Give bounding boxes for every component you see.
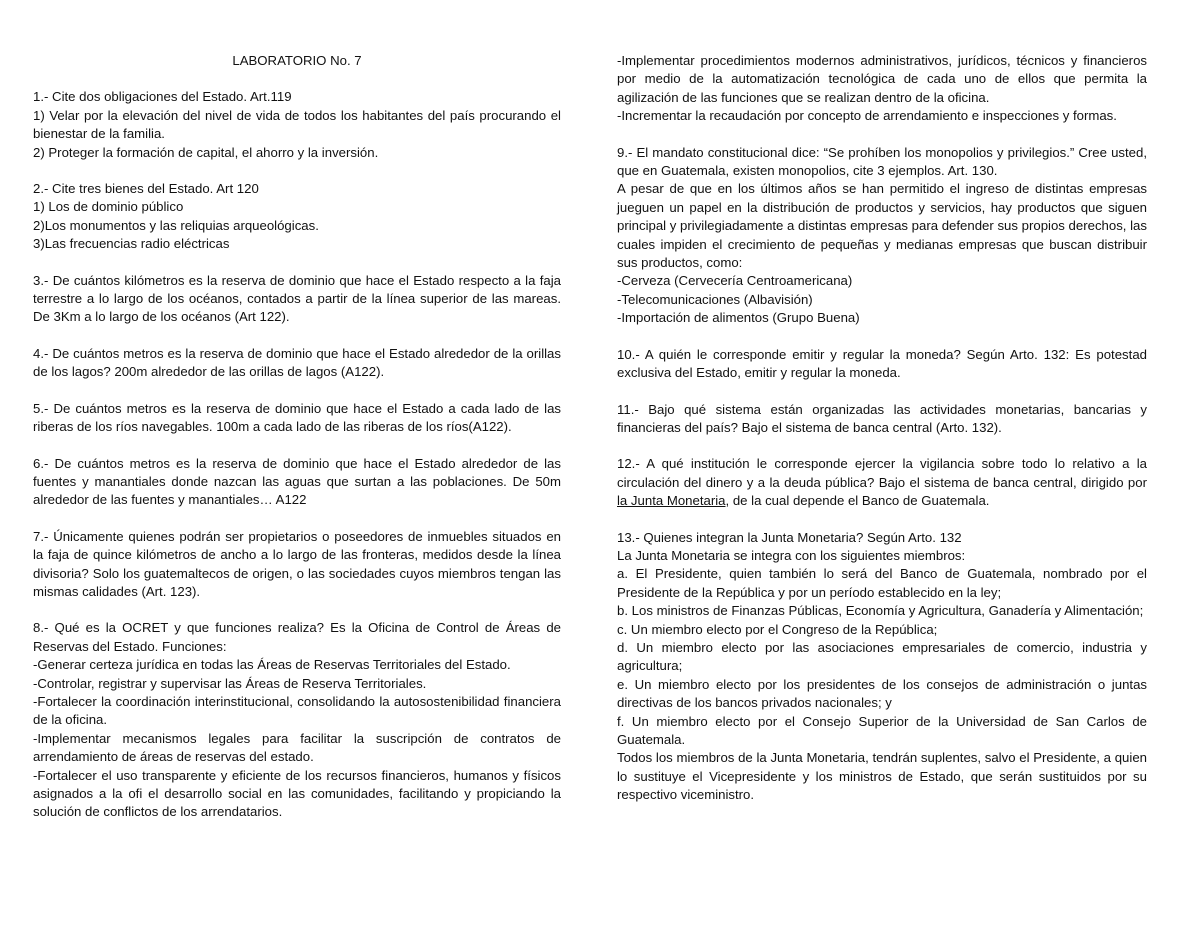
answer-line: A pesar de que en los últimos años se han permitido el ingreso de distintas empresas jueguen un papel en la distribución de productos y servicios, hay productos que siguen principal y privilegiadamente a distintas empresas para defender sus propios derechos, las cuales impiden el crecimiento de pequeñas y medianas empresas que buscan distribuir sus productos, como: [617, 181, 1147, 271]
answer-line: 1) Los de dominio público [33, 199, 184, 215]
question-text: 6.- De cuántos metros es la reserva de dominio que hace el Estado alrededor de las fuentes y manantiales donde nazcan las aguas que surtan a las poblaciones. De 50m alrededor de las fuentes y manantiales… A122 [33, 455, 561, 508]
right-column [617, 52, 1147, 823]
question-text: 11.- Bajo qué sistema están organizadas las actividades monetarias, bancarias y financieras del país? Bajo el sistema de banca central (Arto. 132). [617, 401, 1147, 435]
question-text: 7.- Únicamente quienes podrán ser propietarios o poseedores de inmuebles situados en la faja de quince kilómetros de ancho a lo largo de las fronteras, medidos desde la línea divisoria? Solo los guatemaltecos de origen, o las sociedades cuyos miembros tengan las mismas calidades (Art. 123). [33, 528, 561, 599]
answer-line: 3)Las frecuencias radio eléctricas [33, 236, 230, 252]
answer-line: 2)Los monumentos y las reliquias arqueológicas. [33, 217, 319, 233]
question-6 [33, 455, 561, 510]
answer-line: Todos los miembros de la Junta Monetaria, tendrán suplentes, salvo el Presidente, a quien lo sustituye el Vicepresidente y los ministros de Estado, que serán sustituidos por su respectivo viceministro. [617, 750, 1147, 803]
question-3 [33, 272, 561, 327]
answer-line: c. Un miembro electo por el Congreso de la República; [617, 621, 938, 637]
answer-line: e. Un miembro electo por los presidentes de los consejos de administración o juntas directivas de los bancos privados nacionales; y [617, 676, 1147, 711]
question-text: 8.- Qué es la OCRET y que funciones realiza? Es la Oficina de Control de Áreas de Reservas del Estado. Funciones: [33, 620, 561, 654]
question-text: 3.- De cuántos kilómetros es la reserva de dominio que hace el Estado respecto a la faja terrestre a lo largo de los océanos, contados a partir de la línea superior de las mareas. De 3Km a lo largo de los océanos (Art 122). [33, 272, 561, 325]
document-title: LABORATORIO No. 7 [232, 53, 362, 68]
question-12 [617, 455, 1147, 510]
left-column [33, 52, 561, 840]
junta-monetaria-underlined: la Junta Monetaria [617, 493, 726, 509]
question-text: 9.- El mandato constitucional dice: “Se prohíben los monopolios y privilegios.” Cree usted, que en Guatemala, existen monopolios, cite 3 ejemplos. Art. 130. [617, 144, 1147, 179]
answer-line: 1) Velar por la elevación del nivel de vida de todos los habitantes del país procurando el bienestar de la familia. [33, 107, 561, 142]
answer-line: b. Los ministros de Finanzas Públicas, Economía y Agricultura, Ganadería y Alimentación; [617, 603, 1144, 619]
question-7 [33, 528, 561, 602]
q12-text-before: 12.- A qué institución le corresponde ejercer la vigilancia sobre todo lo relativo a la circulación del dinero y a la deuda pública? Bajo el sistema de banca central, dirigido por [617, 456, 1147, 490]
question-11 [617, 401, 1147, 438]
answer-line: -Importación de alimentos (Grupo Buena) [617, 310, 860, 326]
answer-line: 2) Proteger la formación de capital, el ahorro y la inversión. [33, 144, 379, 160]
question-9 [617, 144, 1147, 328]
question-4 [33, 345, 561, 382]
question-text: 1.- Cite dos obligaciones del Estado. Art.119 [33, 89, 292, 105]
answer-line: -Controlar, registrar y supervisar las Áreas de Reserva Territoriales. [33, 675, 427, 691]
question-8-continued [617, 52, 1147, 126]
answer-line: -Cerveza (Cervecería Centroamericana) [617, 273, 853, 289]
answer-line: a. El Presidente, quien también lo será del Banco de Guatemala, nombrado por el Presidente de la República y por un período establecido en la ley; [617, 566, 1147, 600]
answer-line: -Implementar mecanismos legales para facilitar la suscripción de contratos de arrendamiento de áreas de reservas del estado. [33, 730, 561, 765]
question-text: 5.- De cuántos metros es la reserva de dominio que hace el Estado a cada lado de las riberas de los ríos navegables. 100m a cada lado de las riberas de los ríos(A122). [33, 400, 561, 435]
answer-line: d. Un miembro electo por las asociaciones empresariales de comercio, industria y agricultura; [617, 639, 1147, 674]
answer-line: -Incrementar la recaudación por concepto de arrendamiento e inspecciones y formas. [617, 108, 1117, 124]
answer-line: La Junta Monetaria se integra con los siguientes miembros: [617, 547, 966, 563]
q12-text-after: , de la cual depende el Banco de Guatemala. [725, 493, 990, 509]
question-text: 10.- A quién le corresponde emitir y regular la moneda? Según Arto. 132: Es potestad exclusiva del Estado, emitir y regular la moneda. [617, 346, 1147, 381]
question-1 [33, 88, 561, 162]
question-text: 4.- De cuántos metros es la reserva de dominio que hace el Estado alrededor de la orillas de los lagos? 200m alrededor de las orillas de lagos (A122). [33, 345, 561, 380]
question-text: 13.- Quienes integran la Junta Monetaria? Según Arto. 132 [617, 529, 962, 545]
answer-line: -Generar certeza jurídica en todas las Áreas de Reservas Territoriales del Estado. [33, 657, 511, 673]
question-10 [617, 346, 1147, 383]
answer-line: -Fortalecer la coordinación interinstitucional, consolidando la autosostenibilidad financiera de la oficina. [33, 693, 561, 728]
question-5 [33, 400, 561, 437]
answer-line: -Fortalecer el uso transparente y eficiente de los recursos financieros, humanos y físicos asignados a la ofi el desarrollo social en las comunidades, facilitando y propiciando la solución de conflictos de los arrendatarios. [33, 767, 561, 820]
answer-line: -Implementar procedimientos modernos administrativos, jurídicos, técnicos y financieros por medio de la automatización tecnológica de cada uno de ellos que permita la agilización de las funciones que se realizan dentro de la oficina. [617, 53, 1147, 105]
question-13 [617, 529, 1147, 805]
question-text [617, 455, 1147, 510]
answer-line: f. Un miembro electo por el Consejo Superior de la Universidad de San Carlos de Guatemala. [617, 713, 1147, 747]
question-8 [33, 619, 561, 821]
question-text: 2.- Cite tres bienes del Estado. Art 120 [33, 181, 259, 197]
question-2 [33, 180, 561, 254]
answer-line: -Telecomunicaciones (Albavisión) [617, 291, 813, 307]
